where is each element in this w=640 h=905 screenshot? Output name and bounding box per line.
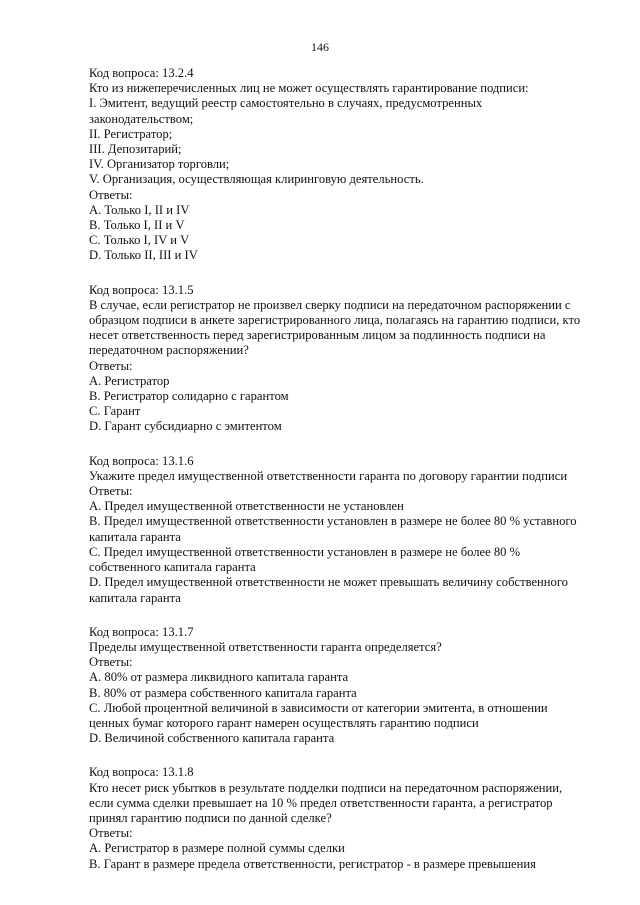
answers-label: Ответы: [89,826,133,841]
question-block [89,625,589,747]
question-code: Код вопроса: 13.1.7 [89,624,194,639]
answers-label: Ответы: [89,187,133,202]
question-code: Код вопроса: 13.1.6 [89,453,194,468]
answers-label: Ответы: [89,358,133,373]
question-item: IV. Организатор торговли; [89,157,230,172]
question-list [89,66,589,891]
answer-option: C. Любой процентной величиной в зависимости от категории эмитента, в отношении ценных бумаг которого гарант намерен осуществлять гарантию подписи [89,700,551,730]
question-text: В случае, если регистратор не произвел сверку подписи на передаточном распоряжении с образцом подписи в анкете зарегистрированного лица, полагаясь на гарантию подписи, кто несет ответственность перед зарегистрированным лицом за подлинность подписи на передаточном распоряжении? [89,297,584,358]
question-code: Код вопроса: 13.1.5 [89,282,194,297]
answer-option: C. Только I, IV и V [89,233,190,248]
answer-option: B. Предел имущественной ответственности установлен в размере не более 80 % уставного капитала гаранта [89,514,580,544]
question-block [89,283,589,435]
answer-option: D. Величиной собственного капитала гаранта [89,731,335,746]
answer-option: A. Регистратор [89,373,170,388]
answer-option: D. Гарант субсидиарно с эмитентом [89,419,282,434]
answer-option: B. 80% от размера собственного капитала гаранта [89,685,357,700]
answer-option: A. Регистратор в размере полной суммы сделки [89,841,345,856]
answer-option: C. Гарант [89,404,141,419]
page-number: 146 [311,40,329,54]
question-code: Код вопроса: 13.2.4 [89,66,194,80]
answer-option: A. 80% от размера ликвидного капитала гаранта [89,670,349,685]
answer-option: C. Предел имущественной ответственности установлен в размере не более 80 % собственного капитала гаранта [89,544,524,575]
answer-option: A. Только I, II и IV [89,202,190,217]
answer-option: D. Только II, III и IV [89,248,198,263]
question-block [89,66,589,264]
question-text: Пределы имущественной ответственности гаранта определяется? [89,639,442,654]
question-item: II. Регистратор; [89,126,173,141]
answers-label: Ответы: [89,484,133,499]
answer-option: D. Предел имущественной ответственности не может превышать величину собственного капитала гаранта [89,575,572,605]
question-item: V. Организация, осуществляющая клиринговую деятельность. [89,172,424,187]
question-text: Укажите предел имущественной ответственности гаранта по договору гарантии подписи [89,468,568,483]
question-item: I. Эмитент, ведущий реестр самостоятельно в случаях, предусмотренных законодательством; [89,96,486,126]
question-block [89,454,589,606]
answer-option: B. Гарант в размере предела ответственности, регистратор - в размере превышения [89,856,536,871]
question-text: Кто из нижеперечисленных лиц не может осуществлять гарантирование подписи: [89,81,529,96]
question-code: Код вопроса: 13.1.8 [89,765,194,780]
answers-label: Ответы: [89,655,133,670]
question-item: III. Депозитарий; [89,142,182,157]
answer-option: B. Регистратор солидарно с гарантом [89,389,289,404]
question-block [89,765,589,871]
answer-option: A. Предел имущественной ответственности не установлен [89,499,404,514]
answer-option: B. Только I, II и V [89,218,185,233]
question-text: Кто несет риск убытков в результате подделки подписи на передаточном распоряжении, если сумма сделки превышает на 10 % предел ответственности гаранта, а регистратор принял гарантию подписи по данной сделке? [89,780,566,825]
